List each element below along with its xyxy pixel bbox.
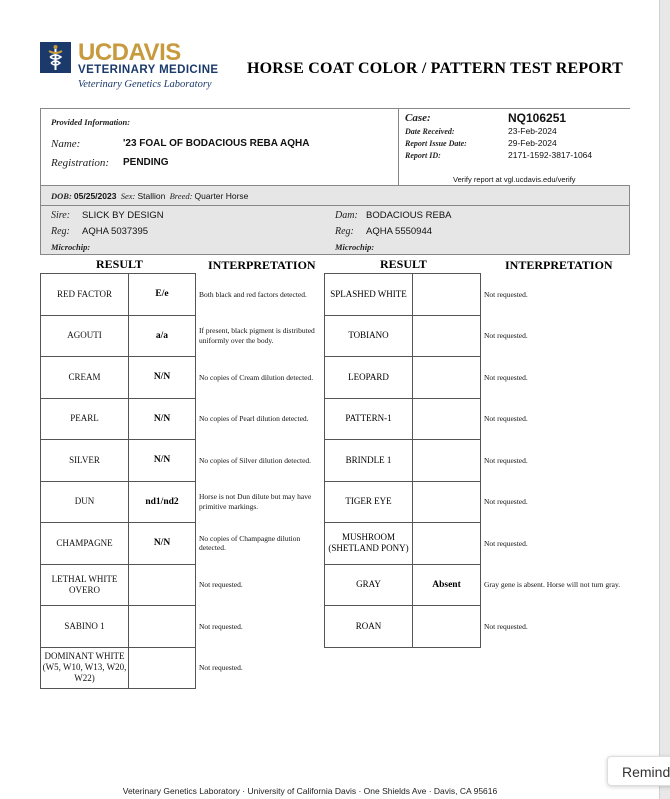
- interpretation-text: Not requested.: [484, 621, 528, 631]
- footer-address: Veterinary Genetics Laboratory · University of California Davis · One Shields Ave · Davis, CA 95616: [122, 786, 498, 796]
- genotype-result: [413, 481, 481, 523]
- interpretation-text: No copies of Silver dilution detected.: [199, 455, 312, 465]
- test-name: DOMINANT WHITE (W5, W10, W13, W20, W22): [41, 647, 129, 689]
- logo-vgl: Veterinary Genetics Laboratory: [78, 79, 212, 90]
- report-issue-label: Report Issue Date:: [405, 139, 467, 148]
- interpretation-text: Not requested.: [484, 372, 528, 382]
- result-heading-left: RESULT: [96, 257, 143, 271]
- interpretation-text: Both black and red factors detected.: [199, 289, 307, 299]
- sire-microchip-label: Microchip:: [51, 242, 91, 252]
- sire-label: Sire:: [51, 210, 71, 221]
- test-name: ROAN: [325, 606, 413, 648]
- case-value: NQ106251: [508, 111, 567, 125]
- result-row: [325, 357, 653, 399]
- interpretation-text: No copies of Cream dilution detected.: [199, 372, 314, 382]
- test-name: TIGER EYE: [325, 481, 413, 523]
- divider: [41, 205, 629, 206]
- interpretation-text: Not requested.: [484, 538, 528, 548]
- result-row: [325, 315, 653, 357]
- report-id-label: Report ID:: [405, 151, 441, 160]
- report-issue-value: 29-Feb-2024: [508, 138, 557, 148]
- genotype-result: [413, 315, 481, 357]
- result-row: [41, 440, 318, 482]
- interpretation-text: Not requested.: [484, 497, 528, 506]
- genotype-result: [129, 647, 196, 689]
- test-name: SILVER: [41, 440, 129, 482]
- dob-value: 05/25/2023: [73, 191, 117, 201]
- result-row: [325, 398, 653, 440]
- sex-value: Stallion: [137, 191, 166, 201]
- genotype-result: [413, 440, 481, 482]
- genotype-result: nd1/nd2: [129, 481, 196, 523]
- result-heading-right: RESULT: [380, 257, 427, 271]
- result-row: [325, 606, 653, 648]
- date-received-label: Date Received:: [405, 127, 455, 136]
- report-id-value: 2171-1592-3817-1064: [508, 150, 593, 160]
- genotype-result: [413, 606, 481, 648]
- test-name: DUN: [41, 481, 129, 523]
- result-row: [325, 274, 653, 316]
- result-row: [41, 647, 318, 689]
- test-name: SABINO 1: [41, 606, 129, 648]
- interpretation-text: No copies of Pearl dilution detected.: [199, 414, 309, 423]
- report-title: HORSE COAT COLOR / PATTERN TEST REPORT: [247, 60, 624, 77]
- interpretation-text: If present, black pigment is distributed uniformly over the body.: [199, 326, 315, 345]
- result-row: [41, 315, 318, 357]
- dam-reg-value: AQHA 5550944: [366, 226, 433, 237]
- name-value: '23 FOAL OF BODACIOUS REBA AQHA: [123, 138, 310, 149]
- genotype-result: E/e: [129, 274, 196, 316]
- case-panel: [398, 109, 630, 185]
- test-name: BRINDLE 1: [325, 440, 413, 482]
- result-row: [41, 564, 318, 606]
- genotype-result: Absent: [413, 564, 481, 606]
- caduceus-icon: [40, 42, 71, 73]
- genotype-result: [413, 274, 481, 316]
- sire-reg-label: Reg:: [51, 226, 70, 237]
- genotype-result: [413, 523, 481, 565]
- logo-vetmed: VETERINARY MEDICINE: [78, 64, 219, 76]
- dob-row: [51, 191, 248, 201]
- genotype-result: [413, 398, 481, 440]
- dam-label: Dam:: [335, 210, 358, 221]
- result-row: [41, 357, 318, 399]
- interpretation-text: Gray gene is absent. Horse will not turn gray.: [484, 580, 621, 589]
- test-name: AGOUTI: [41, 315, 129, 357]
- test-name: SPLASHED WHITE: [325, 274, 413, 316]
- genotype-result: N/N: [129, 398, 196, 440]
- interpretation-text: Not requested.: [484, 414, 528, 423]
- test-name: GRAY: [325, 564, 413, 606]
- genotype-result: [129, 564, 196, 606]
- result-row: [325, 481, 653, 523]
- result-row: [325, 564, 653, 606]
- date-received-value: 23-Feb-2024: [508, 126, 557, 136]
- genotype-result: a/a: [129, 315, 196, 357]
- genotype-result: [129, 606, 196, 648]
- breed-label: Breed:: [169, 191, 193, 201]
- genotype-result: N/N: [129, 523, 196, 565]
- case-label: Case:: [405, 112, 431, 124]
- test-name: RED FACTOR: [41, 274, 129, 316]
- registration-label: Registration:: [51, 157, 110, 169]
- sire-reg-value: AQHA 5037395: [82, 226, 149, 237]
- dam-value: BODACIOUS REBA: [366, 210, 452, 221]
- interpretation-text: Not requested.: [199, 663, 243, 672]
- scrollbar-edge: [659, 0, 670, 799]
- dam-reg-label: Reg:: [335, 226, 354, 237]
- test-name: LETHAL WHITE OVERO: [41, 564, 129, 606]
- name-label: Name:: [51, 138, 81, 150]
- sex-label: Sex:: [120, 191, 136, 201]
- registration-value: PENDING: [123, 157, 169, 168]
- test-name: MUSHROOM (SHETLAND PONY): [325, 523, 413, 565]
- test-name: PEARL: [41, 398, 129, 440]
- interpretation-text: Not requested.: [484, 455, 528, 465]
- interpretation-text: Not requested.: [484, 331, 528, 340]
- info-block: [40, 108, 630, 255]
- result-row: [41, 481, 318, 523]
- provided-info-panel: [41, 109, 398, 185]
- test-name: CHAMPAGNE: [41, 523, 129, 565]
- genotype-result: N/N: [129, 440, 196, 482]
- interpretation-text: Not requested.: [199, 621, 243, 631]
- sire-value: SLICK BY DESIGN: [82, 210, 164, 221]
- result-row: [41, 274, 318, 316]
- test-name: CREAM: [41, 357, 129, 399]
- verify-link[interactable]: Verify report at vgl.ucdavis.edu/verify: [453, 175, 576, 184]
- dob-label: DOB:: [51, 191, 72, 201]
- logo-wordmark: UCDAVIS: [78, 39, 181, 66]
- test-name: PATTERN-1: [325, 398, 413, 440]
- left-results-table: [40, 273, 318, 689]
- result-row: [325, 523, 653, 565]
- interpretation-heading-left: INTERPRETATION: [208, 258, 316, 272]
- provided-info-label: Provided Information:: [51, 117, 131, 127]
- interpretation-heading-right: INTERPRETATION: [505, 258, 613, 272]
- right-results-table: [324, 273, 653, 648]
- interpretation-text: Not requested.: [199, 580, 243, 589]
- remind-button[interactable]: Remind: [607, 756, 670, 786]
- result-row: [325, 440, 653, 482]
- dam-microchip-label: Microchip:: [335, 242, 375, 252]
- result-row: [41, 606, 318, 648]
- test-name: LEOPARD: [325, 357, 413, 399]
- divider: [41, 185, 629, 186]
- result-row: [41, 398, 318, 440]
- breed-value: Quarter Horse: [194, 191, 249, 201]
- test-name: TOBIANO: [325, 315, 413, 357]
- genotype-result: [413, 357, 481, 399]
- interpretation-text: Horse is not Dun dilute but may have primitive markings.: [199, 492, 312, 511]
- interpretation-text: Not requested.: [484, 289, 528, 299]
- interpretation-text: No copies of Champagne dilution detected.: [199, 533, 301, 553]
- result-row: [41, 523, 318, 565]
- genotype-result: N/N: [129, 357, 196, 399]
